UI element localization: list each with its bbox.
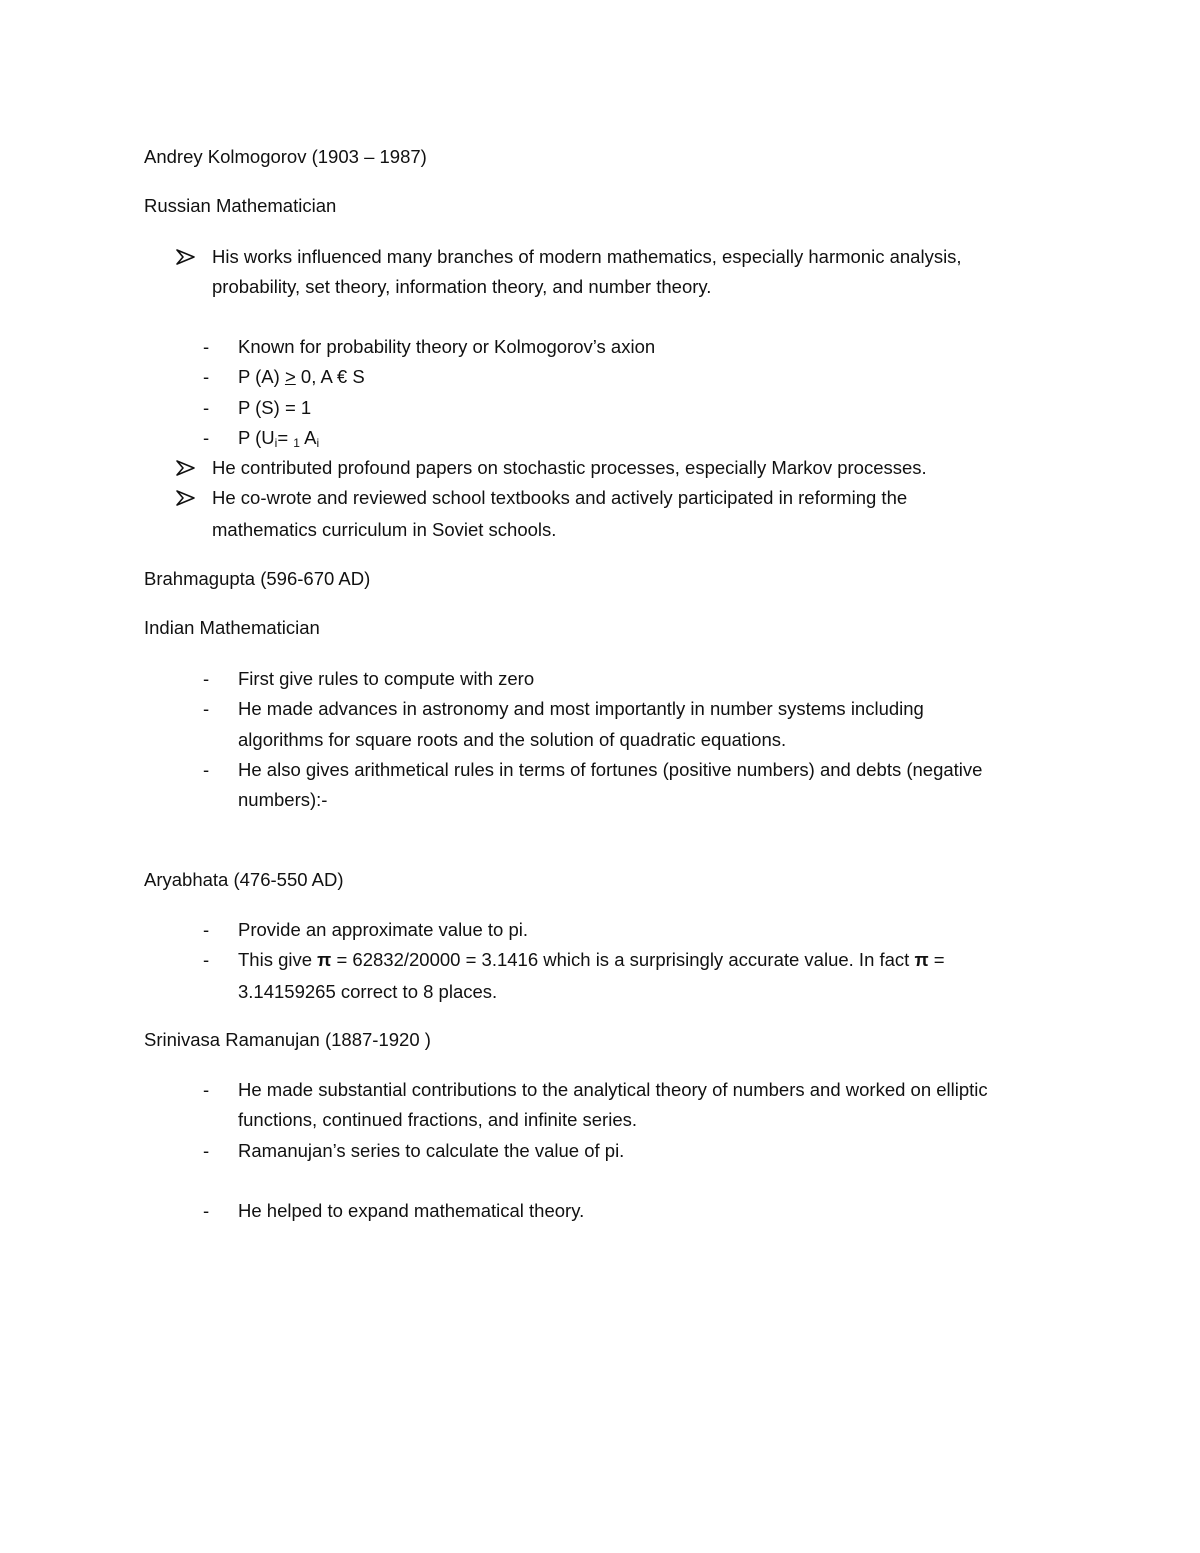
dash-marker: -	[203, 1140, 210, 1161]
pi-symbol: π	[317, 949, 332, 970]
list-item	[238, 948, 945, 972]
subscript: i	[274, 436, 278, 450]
dash-marker: -	[203, 919, 210, 940]
list-item: He made advances in astronomy and most importantly in number systems including	[238, 698, 924, 719]
list-item: Known for probability theory or Kolmogorov’s axion	[238, 336, 656, 357]
arrow-item-line: mathematics curriculum in Soviet schools.	[212, 519, 557, 540]
dash-marker: -	[203, 949, 210, 970]
axiom-1-text: P (A)	[238, 366, 285, 387]
pi-text: = 62832/20000 = 3.1416 which is a surprisingly accurate value. In fact	[331, 949, 915, 970]
pi-symbol: π	[914, 949, 929, 970]
heading-kolmogorov: Andrey Kolmogorov (1903 – 1987)	[144, 146, 427, 167]
arrow-item-line: He contributed profound papers on stochastic processes, especially Markov processes.	[212, 457, 927, 478]
list-item: He also gives arithmetical rules in terms of fortunes (positive numbers) and debts (negative	[238, 759, 983, 780]
arrow-item-line: He co-wrote and reviewed school textbooks and actively participated in reforming the	[212, 487, 908, 508]
subheading-russian: Russian Mathematician	[144, 195, 337, 216]
arrowhead-bullet-icon	[175, 486, 197, 510]
subheading-indian: Indian Mathematician	[144, 617, 320, 638]
arrow-item-line: probability, set theory, information theory, and number theory.	[212, 276, 712, 297]
dash-marker: -	[203, 397, 210, 418]
list-item: Ramanujan’s series to calculate the value of pi.	[238, 1140, 625, 1161]
list-item-cont: algorithms for square roots and the solution of quadratic equations.	[238, 729, 787, 750]
pi-text: =	[928, 949, 945, 970]
arrowhead-bullet-icon	[175, 245, 197, 269]
heading-aryabhata: Aryabhata (476-550 AD)	[144, 869, 344, 890]
heading-brahmagupta: Brahmagupta (596-670 AD)	[144, 568, 371, 589]
list-item: He made substantial contributions to the analytical theory of numbers and worked on elliptic	[238, 1079, 988, 1100]
heading-ramanujan: Srinivasa Ramanujan (1887-1920 )	[144, 1029, 431, 1050]
axiom-1	[238, 365, 365, 389]
dash-marker: -	[203, 759, 210, 780]
list-item: Provide an approximate value to pi.	[238, 919, 529, 940]
subscript: 1	[293, 436, 300, 450]
arrow-item-line: His works influenced many branches of modern mathematics, especially harmonic analysis,	[212, 246, 962, 267]
axiom-1-text-end: 0, A € S	[295, 366, 365, 387]
dash-marker: -	[203, 366, 210, 387]
arrowhead-bullet-icon	[175, 456, 197, 480]
subscript: i	[316, 436, 320, 450]
dash-marker: -	[203, 1200, 210, 1221]
axiom-2: P (S) = 1	[238, 397, 312, 418]
list-item-cont: numbers):-	[238, 789, 328, 810]
dash-marker: -	[203, 427, 210, 448]
axiom-3-text: A	[299, 427, 317, 448]
axiom-3	[238, 426, 319, 455]
pi-text: This give	[238, 949, 318, 970]
list-item: He helped to expand mathematical theory.	[238, 1200, 585, 1221]
ge-symbol: >	[284, 366, 296, 387]
list-item-cont: functions, continued fractions, and infinite series.	[238, 1109, 638, 1130]
axiom-3-text: P (U	[238, 427, 275, 448]
dash-marker: -	[203, 668, 210, 689]
axiom-3-text: =	[277, 427, 294, 448]
list-item-cont: 3.14159265 correct to 8 places.	[238, 981, 498, 1002]
dash-marker: -	[203, 698, 210, 719]
list-item: First give rules to compute with zero	[238, 668, 535, 689]
dash-marker: -	[203, 336, 210, 357]
dash-marker: -	[203, 1079, 210, 1100]
